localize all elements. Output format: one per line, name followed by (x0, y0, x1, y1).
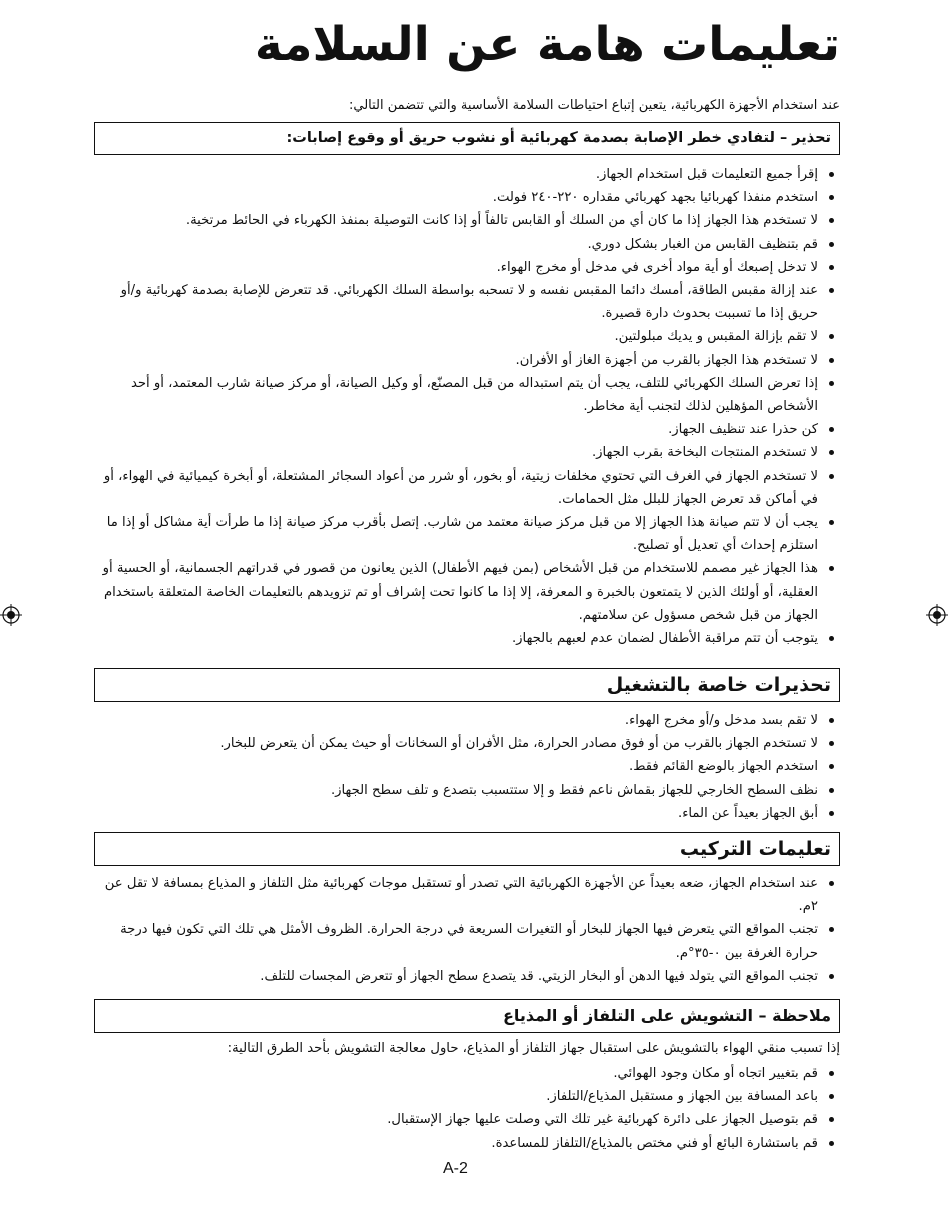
list-item: هذا الجهاز غير مصمم للاستخدام من قبل الأشخاص (بمن فيهم الأطفال) الذين يعانون من قصور في قدراتهم الجسمانية، أو الحسية أو العقلية، أو أولئك الذين لا يتمتعون بالخبرة و المعرفة، إلا إذا ما كانوا تحت إشراف أو تم تزويدهم بالتعليمات الخاصة المتعلقة باستخدام الجهاز من قبل شخص مسؤول عن سلامتهم. (88, 557, 818, 627)
installation-heading-box (94, 832, 840, 866)
installation-list (88, 872, 840, 988)
warning-heading-box (94, 122, 840, 155)
interference-heading-box (94, 999, 840, 1033)
page-title: تعليمات هامة عن السلامة (254, 17, 840, 72)
registration-mark-icon (0, 604, 22, 626)
list-item: قم بتوصيل الجهاز على دائرة كهربائية غير تلك التي وصلت عليها جهاز الإستقبال. (88, 1108, 818, 1131)
list-item: تجنب المواقع التي يتولد فيها الدهن أو البخار الزيتي. قد يتصدع سطح الجهاز أو تتعرض المجسات للتلف. (88, 965, 818, 988)
list-item: قم باستشارة البائع أو فني مختص بالمذياع/التلفاز للمساعدة. (88, 1132, 818, 1155)
list-item: لا تستخدم هذا الجهاز إذا ما كان أي من السلك أو القابس تالفاً أو إذا كانت التوصيلة بمنفذ الكهرباء في الحائط مرتخية. (88, 209, 818, 232)
operation-heading-box (94, 668, 840, 702)
list-item: لا تقم بسد مدخل و/أو مخرج الهواء. (88, 709, 818, 732)
list-item: أبق الجهاز بعيداً عن الماء. (88, 802, 818, 825)
list-item: قم بتغيير اتجاه أو مكان وجود الهوائي. (88, 1062, 818, 1085)
installation-heading: تعليمات التركيب (679, 838, 831, 860)
list-item: عند استخدام الجهاز، ضعه بعيداً عن الأجهزة الكهربائية التي تصدر أو تستقبل موجات كهربائية مثل التلفاز و المذياع بمسافة لا تقل عن ٢م. (88, 872, 818, 918)
list-item: استخدم منفذا كهربائيا بجهد كهربائي مقداره ٢٢٠-٢٤٠ فولت. (88, 186, 818, 209)
list-item: لا تستخدم الجهاز في الغرف التي تحتوي مخلفات زيتية، أو بخور، أو شرر من أعواد السجائر المشتعلة، أو أبخرة كيميائية في الهواء، أو في أماكن قد تعرض الجهاز للبلل مثل الحمامات. (88, 465, 818, 511)
operation-heading: تحذيرات خاصة بالتشغيل (606, 674, 831, 696)
list-item: عند إزالة مقبس الطاقة، أمسك دائما المقبس نفسه و لا تسحبه بواسطة السلك الكهربائي. قد تتعرض للإصابة بصدمة كهربائية و/أو حريق إذا ما تسببت بحدوث دارة قصيرة. (88, 279, 818, 325)
list-item: إقرأ جميع التعليمات قبل استخدام الجهاز. (88, 163, 818, 186)
page-number: A-2 (443, 1160, 468, 1177)
list-item: لا تستخدم المنتجات البخاخة بقرب الجهاز. (88, 441, 818, 464)
list-item: إذا تعرض السلك الكهربائي للتلف، يجب أن يتم استبداله من قبل المصنّع، أو وكيل الصيانة، أو مركز صيانة شارب المعتمد، أو أحد الأشخاص المؤهلين لذلك لتجنب أية مخاطر. (88, 372, 818, 418)
registration-mark-icon (926, 604, 948, 626)
list-item: لا تدخل إصبعك أو أية مواد أخرى في مدخل أو مخرج الهواء. (88, 256, 818, 279)
list-item: كن حذرا عند تنظيف الجهاز. (88, 418, 818, 441)
interference-intro: إذا تسبب منقي الهواء بالتشويش على استقبال جهاز التلفاز أو المذياع، حاول معالجة التشويش بأحد الطرق التالية: (227, 1041, 840, 1056)
list-item: نظف السطح الخارجي للجهاز بقماش ناعم فقط و إلا ستتسبب بتصدع و تلف سطح الجهاز. (88, 779, 818, 802)
list-item: باعد المسافة بين الجهاز و مستقبل المذياع/التلفاز. (88, 1085, 818, 1108)
warning-heading: تحذير – لتفادي خطر الإصابة بصدمة كهربائية أو نشوب حريق أو وقوع إصابات: (286, 130, 831, 146)
interference-heading: ملاحظة – التشويش على التلفاز أو المذياع (502, 1006, 831, 1025)
list-item: يجب أن لا تتم صيانة هذا الجهاز إلا من قبل مركز صيانة معتمد من شارب. إتصل بأقرب مركز صيانة إذا ما طرأت أية مشاكل أو إذا ما استلزم إحداث أي تعديل أو تصليح. (88, 511, 818, 557)
list-item: تجنب المواقع التي يتعرض فيها الجهاز للبخار أو التغيرات السريعة في درجة الحرارة. الظروف الأمثل هي تلك التي تكون فيها درجة حرارة الغرفة بين ٠-٣٥°م. (88, 918, 818, 964)
list-item: يتوجب أن تتم مراقبة الأطفال لضمان عدم لعبهم بالجهاز. (88, 627, 818, 650)
interference-list (88, 1062, 840, 1155)
warning-list (88, 163, 840, 650)
operation-list (88, 709, 840, 825)
intro-text: عند استخدام الأجهزة الكهربائية، يتعين إتباع احتياطات السلامة الأساسية والتي تتضمن التالي: (349, 98, 840, 113)
list-item: لا تستخدم الجهاز بالقرب من أو فوق مصادر الحرارة، مثل الأفران أو السخانات أو حيث يمكن أن يتعرض للبخار. (88, 732, 818, 755)
list-item: لا تستخدم هذا الجهاز بالقرب من أجهزة الغاز أو الأفران. (88, 349, 818, 372)
list-item: لا تقم بإزالة المقبس و يديك مبلولتين. (88, 325, 818, 348)
list-item: قم بتنظيف القابس من الغبار بشكل دوري. (88, 233, 818, 256)
list-item: استخدم الجهاز بالوضع القائم فقط. (88, 755, 818, 778)
